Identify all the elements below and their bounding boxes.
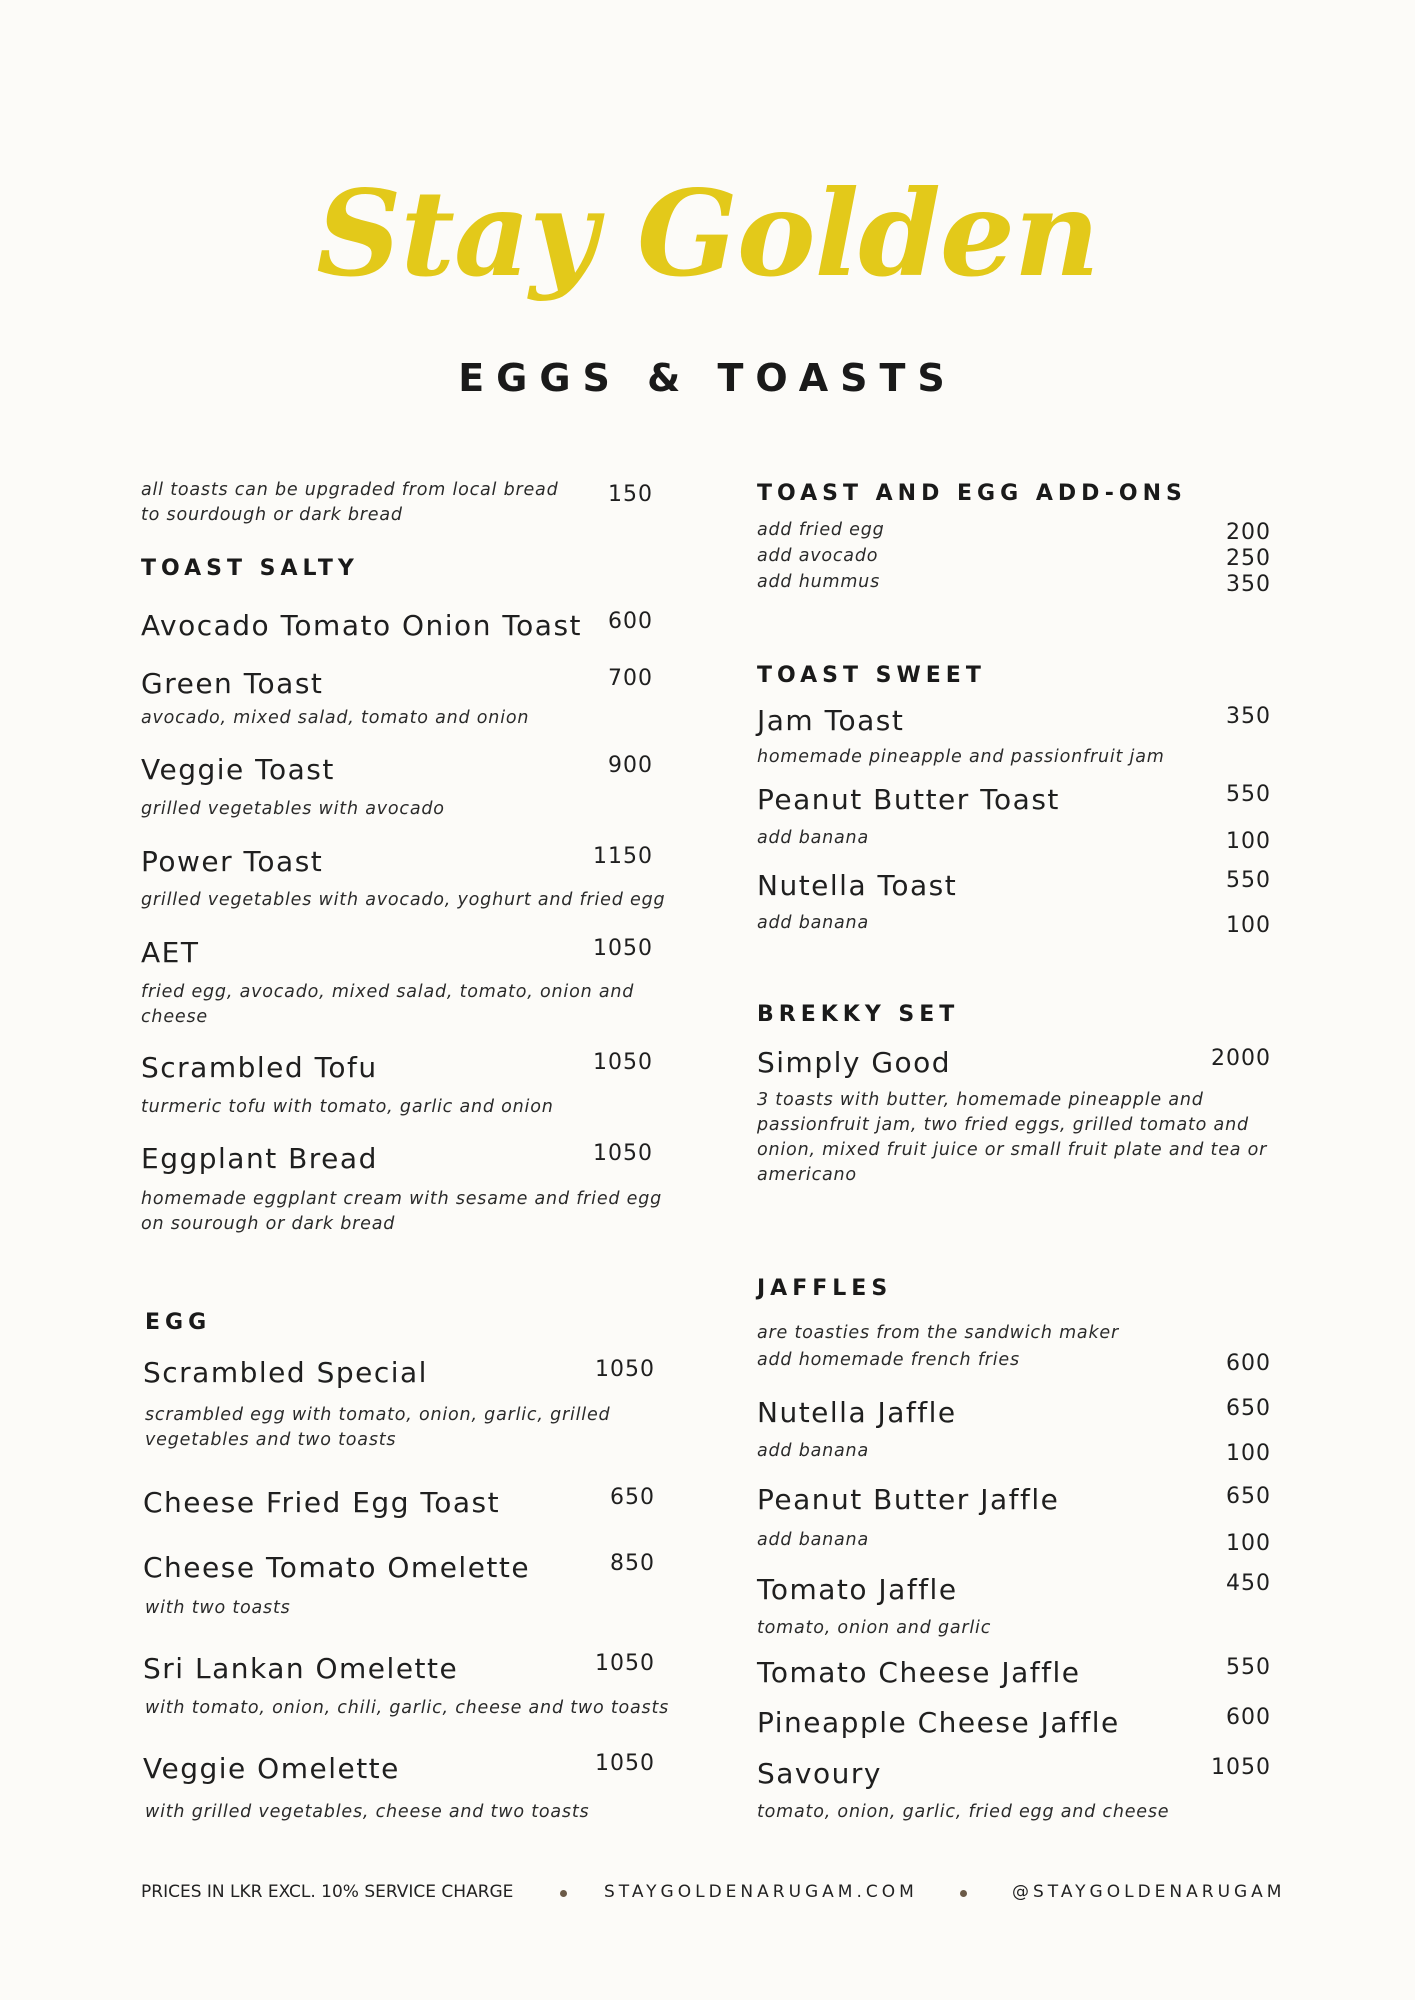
menu-item-description: homemade pineapple and passionfruit jam <box>757 747 1165 767</box>
menu-item-name: Avocado Tomato Onion Toast <box>141 609 583 642</box>
menu-item-description: cheese <box>141 1007 208 1027</box>
addon-price: 200 <box>1226 520 1271 545</box>
menu-item-price: 650 <box>610 1485 655 1510</box>
menu-item-description: americano <box>757 1165 857 1185</box>
menu-item-name: Green Toast <box>141 667 324 700</box>
menu-item-description: tomato, onion, garlic, fried egg and cheese <box>757 1802 1170 1822</box>
menu-item-name: Tomato Jaffle <box>757 1573 958 1606</box>
page-title: EGGS & TOASTS <box>458 356 957 400</box>
separator-dot <box>960 1890 967 1897</box>
menu-item-price: 850 <box>610 1551 655 1576</box>
jaffles-fries-price: 600 <box>1226 1351 1271 1376</box>
menu-item-price: 2000 <box>1211 1046 1271 1071</box>
menu-item-name: Scrambled Special <box>143 1356 428 1389</box>
addon-label: add avocado <box>757 546 879 566</box>
menu-item-name: Veggie Toast <box>141 753 335 786</box>
menu-item-price: 1050 <box>595 1651 655 1676</box>
menu-item-addon-price: 100 <box>1226 829 1271 854</box>
menu-item-price: 1050 <box>1211 1755 1271 1780</box>
menu-item-name: Cheese Tomato Omelette <box>143 1551 531 1584</box>
menu-item-name: Savoury <box>757 1757 882 1790</box>
menu-item-price: 1050 <box>593 936 653 961</box>
menu-item-name: Veggie Omelette <box>143 1752 400 1785</box>
menu-item-price: 1050 <box>593 1050 653 1075</box>
menu-item-name: AET <box>141 936 200 969</box>
menu-item-description: turmeric tofu with tomato, garlic and onion <box>141 1097 554 1117</box>
website-link[interactable]: STAYGOLDENARUGAM.COM <box>604 1882 918 1902</box>
menu-item-price: 350 <box>1226 704 1271 729</box>
addon-price: 350 <box>1226 572 1271 597</box>
menu-item-price: 1050 <box>595 1357 655 1382</box>
section-heading-brekky-set: BREKKY SET <box>757 1002 960 1027</box>
section-heading-addons: TOAST AND EGG ADD-ONS <box>757 481 1187 506</box>
menu-item-name: Eggplant Bread <box>141 1142 378 1175</box>
menu-item-description: 3 toasts with butter, homemade pineapple and <box>757 1090 1204 1110</box>
menu-item-description: scrambled egg with tomato, onion, garlic, grilled <box>145 1405 611 1425</box>
menu-item-name: Peanut Butter Jaffle <box>757 1483 1060 1516</box>
jaffles-intro: are toasties from the sandwich maker <box>757 1323 1119 1343</box>
menu-item-description: avocado, mixed salad, tomato and onion <box>141 708 530 728</box>
upgrade-note-line2: to sourdough or dark bread <box>141 505 403 525</box>
menu-item-description: grilled vegetables with avocado <box>141 799 445 819</box>
menu-item-addon-price: 100 <box>1226 913 1271 938</box>
menu-item-description: with tomato, onion, chili, garlic, cheese and two toasts <box>145 1698 670 1718</box>
menu-item-addon-price: 100 <box>1226 1441 1271 1466</box>
menu-item-price: 1050 <box>593 1141 653 1166</box>
menu-item-price: 550 <box>1226 868 1271 893</box>
menu-item-name: Cheese Fried Egg Toast <box>143 1486 501 1519</box>
menu-item-price: 650 <box>1226 1484 1271 1509</box>
section-heading-jaffles: JAFFLES <box>757 1276 893 1301</box>
menu-item-name: Tomato Cheese Jaffle <box>757 1656 1081 1689</box>
menu-item-name: Simply Good <box>757 1046 952 1079</box>
menu-item-addon: add banana <box>757 1441 869 1461</box>
social-handle[interactable]: @STAYGOLDENARUGAM <box>1012 1882 1286 1902</box>
separator-dot <box>560 1890 567 1897</box>
menu-item-description: on sourough or dark bread <box>141 1214 396 1234</box>
brand-logo: Stay Golden <box>316 164 1099 303</box>
menu-item-description: fried egg, avocado, mixed salad, tomato, onion and <box>141 982 635 1002</box>
menu-item-description: tomato, onion and garlic <box>757 1618 992 1638</box>
menu-item-price: 600 <box>608 609 653 634</box>
menu-item-addon-price: 100 <box>1226 1531 1271 1556</box>
section-heading-toast-salty: TOAST SALTY <box>141 556 359 581</box>
menu-item-name: Power Toast <box>141 845 324 878</box>
menu-item-name: Scrambled Tofu <box>141 1051 378 1084</box>
menu-item-addon: add banana <box>757 828 869 848</box>
menu-item-addon: add banana <box>757 1530 869 1550</box>
menu-item-name: Jam Toast <box>757 704 905 737</box>
menu-item-price: 600 <box>1226 1705 1271 1730</box>
menu-item-price: 1050 <box>595 1751 655 1776</box>
addon-label: add fried egg <box>757 520 885 540</box>
menu-item-addon: add banana <box>757 913 869 933</box>
menu-item-description: onion, mixed fruit juice or small fruit plate and tea or <box>757 1140 1268 1160</box>
menu-item-name: Nutella Jaffle <box>757 1396 957 1429</box>
menu-item-price: 700 <box>608 666 653 691</box>
menu-item-name: Peanut Butter Toast <box>757 783 1060 816</box>
upgrade-note-line1: all toasts can be upgraded from local bread <box>141 480 559 500</box>
menu-item-description: with grilled vegetables, cheese and two toasts <box>145 1802 590 1822</box>
menu-item-price: 900 <box>608 753 653 778</box>
menu-item-price: 550 <box>1226 782 1271 807</box>
menu-item-price: 650 <box>1226 1396 1271 1421</box>
menu-item-name: Sri Lankan Omelette <box>143 1652 459 1685</box>
upgrade-price: 150 <box>608 482 653 507</box>
prices-note: PRICES IN LKR EXCL. 10% SERVICE CHARGE <box>141 1882 514 1902</box>
section-heading-egg: EGG <box>145 1310 212 1335</box>
menu-item-description: grilled vegetables with avocado, yoghurt and fried egg <box>141 890 666 910</box>
menu-item-name: Pineapple Cheese Jaffle <box>757 1706 1120 1739</box>
menu-item-description: vegetables and two toasts <box>145 1430 397 1450</box>
menu-item-price: 550 <box>1226 1655 1271 1680</box>
menu-item-description: passionfruit jam, two fried eggs, grilled tomato and <box>757 1115 1249 1135</box>
jaffles-fries-addon: add homemade french fries <box>757 1350 1020 1370</box>
menu-item-price: 1150 <box>593 844 653 869</box>
menu-item-name: Nutella Toast <box>757 869 958 902</box>
addon-label: add hummus <box>757 572 880 592</box>
addon-price: 250 <box>1226 546 1271 571</box>
section-heading-toast-sweet: TOAST SWEET <box>757 663 986 688</box>
menu-item-description: with two toasts <box>145 1598 291 1618</box>
menu-item-description: homemade eggplant cream with sesame and fried egg <box>141 1189 663 1209</box>
menu-item-price: 450 <box>1226 1571 1271 1596</box>
